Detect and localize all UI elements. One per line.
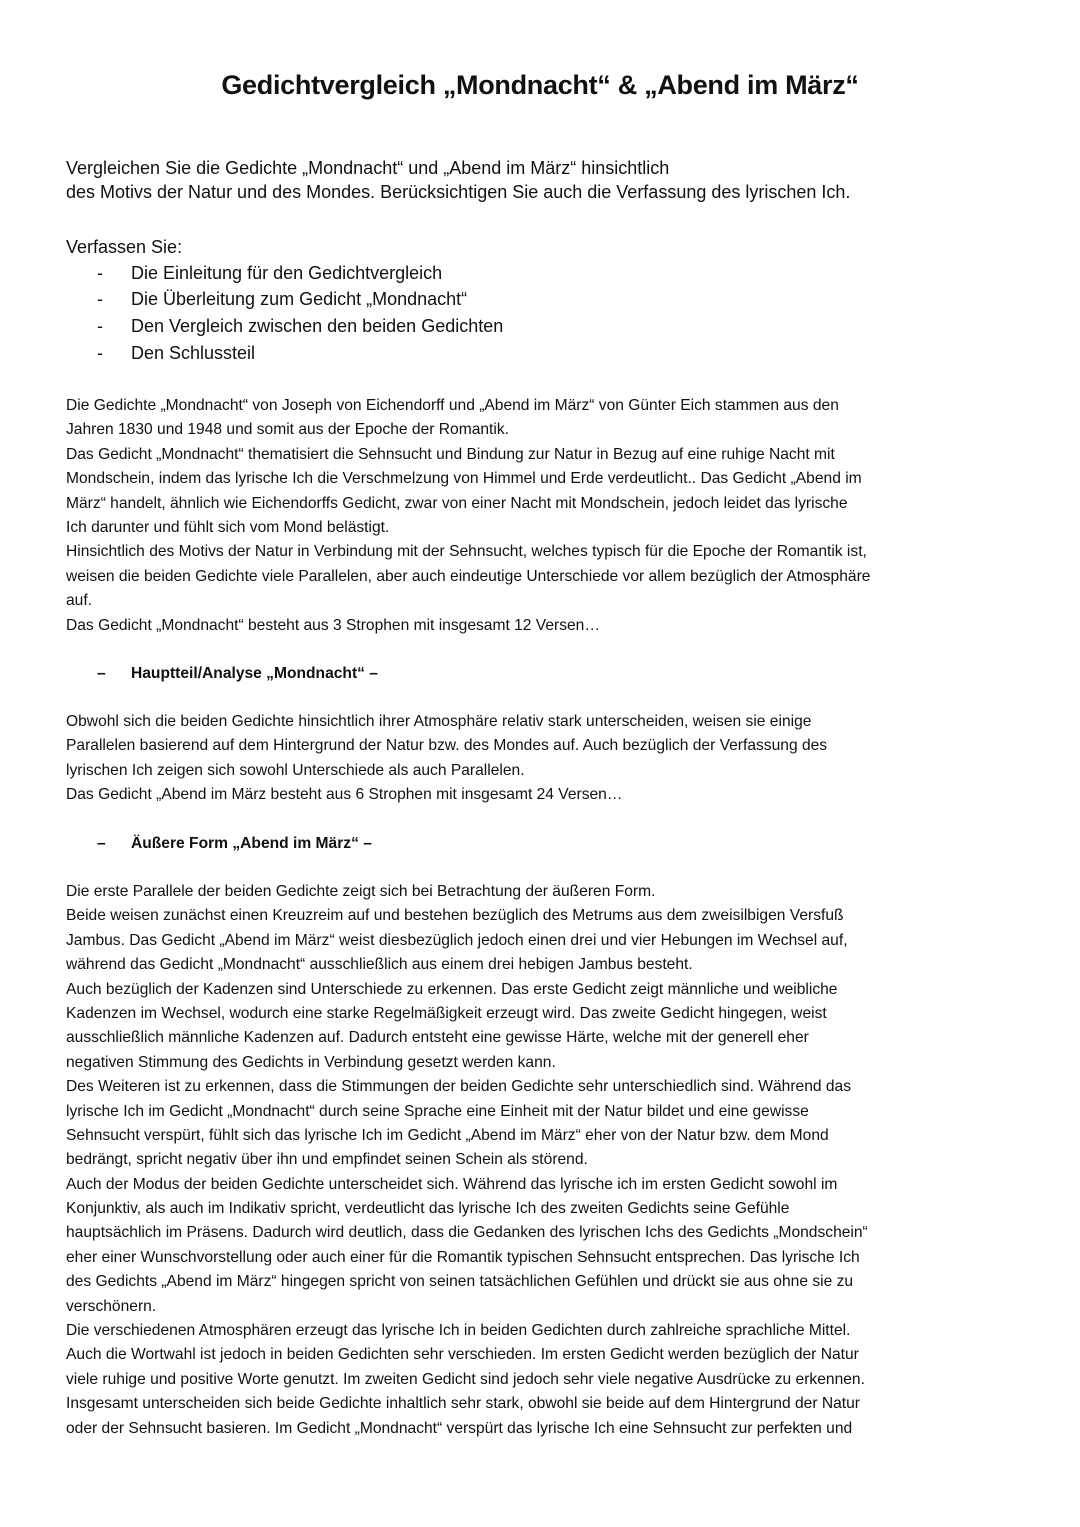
text-line: Auch die Wortwahl ist jedoch in beiden Gedichten sehr verschieden. Im ersten Gedicht werden bezüglich der Natur (66, 1346, 859, 1364)
text-line: Auch der Modus der beiden Gedichte unterscheidet sich. Während das lyrische ich im ersten Gedicht sowohl im (66, 1175, 838, 1193)
text-line: bedrängt, spricht negativ über ihn und empfindet seinen Schein als störend. (66, 1151, 588, 1169)
intro-paragraph (66, 394, 1026, 638)
text-line: Obwohl sich die beiden Gedichte hinsichtlich ihrer Atmosphäre relativ stark unterscheiden, weisen sie einige (66, 713, 812, 730)
text-line: Die Gedichte „Mondnacht“ von Joseph von Eichendorff und „Abend im März“ von Günter Eich stammen aus den (66, 397, 839, 414)
heading-text: Äußere Form „Abend im März“ – (131, 835, 372, 852)
heading-dash: – (97, 665, 106, 682)
text-line: Parallelen basierend auf dem Hintergrund der Natur bzw. des Mondes auf. Auch bezüglich der Verfassung des (66, 737, 828, 755)
text-line: Auch bezüglich der Kadenzen sind Unterschiede zu erkennen. Das erste Gedicht zeigt männliche und weibliche (66, 980, 838, 998)
heading-dash: – (97, 835, 106, 852)
text-line: Das Gedicht „Abend im März besteht aus 6 Strophen mit insgesamt 24 Versen… (66, 786, 623, 804)
text-line: weisen die beiden Gedichte viele Parallelen, aber auch eindeutige Unterschiede vor allem bezüglich der Atmosphäre (66, 567, 871, 585)
list-item-text: Die Einleitung für den Gedichtvergleich (131, 263, 443, 283)
list-item-text: Die Überleitung zum Gedicht „Mondnacht“ (131, 289, 468, 309)
task-text-line-2: des Motivs der Natur und des Mondes. Berücksichtigen Sie auch die Verfassung des lyrischen Ich. (66, 182, 851, 202)
transition-paragraph (66, 710, 1026, 808)
section-heading-analyse (0, 662, 1080, 686)
text-line: viele ruhige und positive Worte genutzt. Im zweiten Gedicht sind jedoch sehr viele negative Ausdrücke zu erkennen. (66, 1370, 865, 1388)
text-line: Jambus. Das Gedicht „Abend im März“ weist diesbezüglich jedoch einen drei und vier Hebungen im Wechsel auf, (66, 931, 848, 949)
list-bullet: - (97, 289, 103, 309)
page-title: Gedichtvergleich „Mondnacht“ & „Abend im März“ (221, 70, 859, 100)
text-line: Jahren 1830 und 1948 und somit aus der Epoche der Romantik. (66, 421, 509, 439)
text-line: Die erste Parallele der beiden Gedichte zeigt sich bei Betrachtung der äußeren Form. (66, 883, 656, 900)
text-line: Die verschiedenen Atmosphären erzeugt das lyrische Ich in beiden Gedichten durch zahlreiche sprachliche Mittel. (66, 1322, 851, 1340)
list-bullet: - (97, 316, 103, 336)
section-heading-aeussere-form (0, 832, 1080, 856)
task-text-line-1: Vergleichen Sie die Gedichte „Mondnacht“ und „Abend im März“ hinsichtlich (66, 158, 670, 178)
text-line: Das Gedicht „Mondnacht“ besteht aus 3 Strophen mit insgesamt 12 Versen… (66, 616, 600, 634)
comparison-paragraph (66, 880, 1026, 1441)
text-line: ausschließlich männliche Kadenzen auf. Dadurch entsteht eine gewisse Härte, welche mit der generell eher (66, 1029, 809, 1047)
text-line: lyrischen Ich zeigen sich sowohl Unterschiede als auch Parallelen. (66, 761, 525, 779)
text-line: Mondschein, indem das lyrische Ich die Verschmelzung von Himmel und Erde verdeutlicht.. Das Gedicht „Abend im (66, 470, 862, 488)
text-line: während das Gedicht „Mondnacht“ ausschließlich aus einem drei hebigen Jambus besteht. (66, 956, 693, 974)
list-item-text: Den Vergleich zwischen den beiden Gedichten (131, 316, 504, 336)
text-line: negativen Stimmung des Gedichts in Verbindung gesetzt werden kann. (66, 1053, 556, 1071)
text-line: hauptsächlich im Präsens. Dadurch wird deutlich, dass die Gedanken des lyrischen Ichs des Gedichts „Mondschein“ (66, 1224, 868, 1242)
text-line: Sehnsucht verspürt, fühlt sich das lyrische Ich im Gedicht „Abend im März“ eher von der Natur bzw. dem Mond (66, 1126, 829, 1144)
heading-text: Hauptteil/Analyse „Mondnacht“ – (131, 665, 378, 682)
text-line: Ich darunter und fühlt sich vom Mond belästigt. (66, 518, 390, 536)
text-line: Insgesamt unterscheiden sich beide Gedichte inhaltlich sehr stark, obwohl sie beide auf dem Hintergrund der Natur (66, 1395, 860, 1413)
list-bullet: - (97, 343, 103, 363)
text-line: Das Gedicht „Mondnacht“ thematisiert die Sehnsucht und Bindung zur Natur in Bezug auf eine ruhige Nacht mit (66, 445, 835, 463)
text-line: verschönern. (66, 1297, 157, 1315)
text-line: eher einer Wunschvorstellung oder auch einer für die Romantik typischen Sehnsucht entsprechen. Das lyrische Ich (66, 1248, 860, 1266)
text-line: März“ handelt, ähnlich wie Eichendorffs Gedicht, zwar von einer Nacht mit Mondschein, jedoch leidet das lyrische (66, 494, 848, 512)
list-bullet: - (97, 263, 103, 283)
task-subheading: Verfassen Sie: (66, 237, 183, 257)
list-item-text: Den Schlussteil (131, 343, 256, 363)
text-line: Des Weiteren ist zu erkennen, dass die Stimmungen der beiden Gedichte sehr unterschiedlich sind. Während das (66, 1078, 852, 1096)
text-line: Konjunktiv, als auch im Indikativ spricht, verdeutlicht das lyrische Ich des zweiten Gedichts seine Gefühle (66, 1200, 790, 1218)
text-line: des Gedichts „Abend im März“ hingegen spricht von seinen tatsächlichen Gefühlen und drückt sie aus ohne sie zu (66, 1273, 854, 1291)
text-line: auf. (66, 592, 93, 610)
text-line: Hinsichtlich des Motivs der Natur in Verbindung mit der Sehnsucht, welches typisch für die Epoche der Romantik ist, (66, 543, 867, 561)
text-line: oder der Sehnsucht basieren. Im Gedicht „Mondnacht“ verspürt das lyrische Ich eine Sehnsucht zur perfekten und (66, 1419, 853, 1437)
text-line: lyrische Ich im Gedicht „Mondnacht“ durch seine Sprache eine Einheit mit der Natur bildet und eine gewisse (66, 1102, 809, 1120)
text-line: Beide weisen zunächst einen Kreuzreim auf und bestehen bezüglich des Metrums aus dem zweisilbigen Versfuß (66, 907, 844, 925)
text-line: Kadenzen im Wechsel, wodurch eine starke Regelmäßigkeit erzeugt wird. Das zweite Gedicht hingegen, weist (66, 1004, 827, 1022)
